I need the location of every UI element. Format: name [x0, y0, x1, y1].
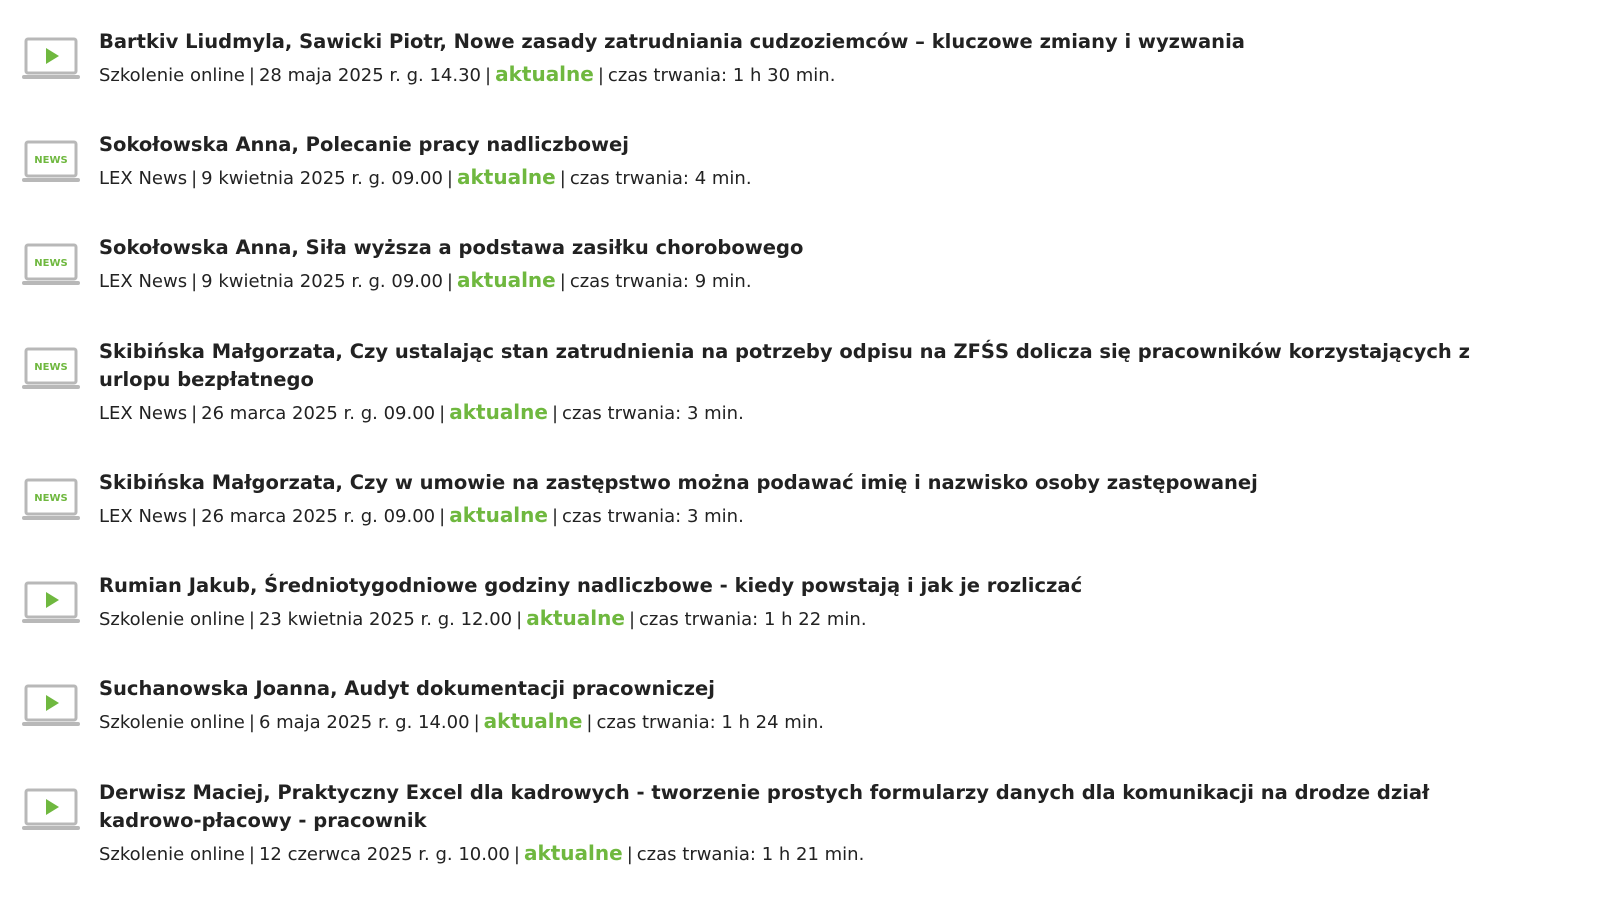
item-type: Szkolenie online — [99, 712, 245, 733]
separator: | — [191, 271, 198, 292]
separator: | — [586, 712, 593, 733]
news-icon[interactable] — [22, 346, 82, 394]
separator: | — [628, 609, 636, 630]
item-duration: czas trwania: 3 min. — [562, 506, 744, 527]
status-badge: aktualne — [523, 841, 623, 865]
item-meta — [99, 840, 1519, 868]
item-title-link[interactable]: Suchanowska Joanna, Audyt dokumentacji pracowniczej — [99, 677, 715, 700]
separator: | — [191, 506, 198, 527]
separator: | — [485, 65, 492, 86]
item-title-link[interactable]: Skibińska Małgorzata, Czy ustalając stan zatrudnienia na potrzeby odpisu na ZFŚS dolicza się pracowników korzystających z urlopu bezpłatnego — [99, 340, 1470, 391]
separator: | — [516, 609, 523, 630]
separator: | — [513, 844, 520, 865]
item-meta — [99, 164, 1519, 192]
separator: | — [439, 403, 446, 424]
separator: | — [191, 168, 198, 189]
item-duration: czas trwania: 4 min. — [569, 168, 752, 189]
item-type: LEX News — [99, 403, 188, 424]
item-type: LEX News — [99, 506, 188, 527]
video-play-icon[interactable] — [22, 787, 82, 835]
status-badge: aktualne — [483, 709, 583, 733]
news-icon-label: NEWS — [34, 155, 68, 166]
news-icon[interactable] — [22, 477, 82, 525]
separator: | — [626, 844, 633, 865]
item-date: 12 czerwca 2025 r. g. 10.00 — [258, 844, 510, 865]
item-text — [99, 572, 1519, 633]
video-play-icon[interactable] — [22, 36, 82, 84]
item-text — [99, 131, 1519, 192]
status-badge: aktualne — [456, 165, 556, 189]
separator: | — [473, 712, 480, 733]
item-duration: czas trwania: 3 min. — [562, 403, 744, 424]
item-title-link[interactable]: Bartkiv Liudmyla, Sawicki Piotr, Nowe zasady zatrudniania cudzoziemców – kluczowe zmiany i wyzwania — [99, 30, 1245, 53]
item-type: Szkolenie online — [99, 844, 245, 865]
news-icon[interactable] — [22, 139, 82, 187]
item-title-link[interactable]: Rumian Jakub, Średniotygodniowe godziny nadliczbowe - kiedy powstają i jak je rozliczać — [99, 574, 1083, 597]
news-icon-label: NEWS — [34, 493, 68, 504]
item-duration: czas trwania: 1 h 21 min. — [636, 844, 865, 865]
item-title-link[interactable]: Derwisz Maciej, Praktyczny Excel dla kadrowych - tworzenie prostych formularzy danych dla komunikacji na drodze dział kadrowo-płacowy - pracownik — [99, 781, 1430, 832]
item-duration: czas trwania: 9 min. — [569, 271, 752, 292]
item-title-link[interactable]: Skibińska Małgorzata, Czy w umowie na zastępstwo można podawać imię i nazwisko osoby zastępowanej — [99, 471, 1258, 494]
separator: | — [446, 271, 453, 292]
item-date: 23 kwietnia 2025 r. g. 12.00 — [258, 609, 513, 630]
item-text — [99, 469, 1519, 530]
item-date: 9 kwietnia 2025 r. g. 09.00 — [201, 271, 443, 292]
status-badge: aktualne — [456, 268, 556, 292]
video-play-icon[interactable] — [22, 683, 82, 731]
item-title-link[interactable]: Sokołowska Anna, Polecanie pracy nadliczbowej — [99, 133, 629, 156]
separator: | — [248, 844, 255, 865]
item-date: 26 marca 2025 r. g. 09.00 — [201, 403, 436, 424]
item-type: LEX News — [99, 168, 188, 189]
item-date: 9 kwietnia 2025 r. g. 09.00 — [201, 168, 443, 189]
separator: | — [248, 65, 255, 86]
item-duration: czas trwania: 1 h 24 min. — [596, 712, 824, 733]
item-type: Szkolenie online — [99, 609, 245, 630]
status-badge: aktualne — [449, 400, 548, 424]
video-play-icon[interactable] — [22, 580, 82, 628]
status-badge: aktualne — [495, 62, 594, 86]
separator: | — [551, 403, 559, 424]
item-date: 26 marca 2025 r. g. 09.00 — [201, 506, 436, 527]
news-icon-label: NEWS — [34, 258, 68, 269]
item-text — [99, 675, 1519, 736]
separator: | — [559, 168, 566, 189]
item-duration: czas trwania: 1 h 22 min. — [639, 609, 867, 630]
item-meta — [99, 399, 1519, 427]
separator: | — [191, 403, 198, 424]
separator: | — [248, 712, 255, 733]
item-text — [99, 338, 1519, 427]
item-type: LEX News — [99, 271, 188, 292]
status-badge: aktualne — [449, 503, 548, 527]
item-type: Szkolenie online — [99, 65, 245, 86]
separator: | — [446, 168, 453, 189]
item-title-link[interactable]: Sokołowska Anna, Siła wyższa a podstawa zasiłku chorobowego — [99, 236, 804, 259]
item-meta — [99, 708, 1519, 736]
item-meta — [99, 502, 1519, 530]
item-date: 6 maja 2025 r. g. 14.00 — [258, 712, 470, 733]
item-meta — [99, 61, 1519, 89]
item-meta — [99, 605, 1519, 633]
separator: | — [597, 65, 604, 86]
item-meta — [99, 267, 1519, 295]
news-icon[interactable] — [22, 242, 82, 290]
separator: | — [559, 271, 566, 292]
item-text — [99, 234, 1519, 295]
separator: | — [439, 506, 446, 527]
news-icon-label: NEWS — [34, 362, 68, 373]
status-badge: aktualne — [526, 606, 625, 630]
item-text — [99, 28, 1519, 89]
item-duration: czas trwania: 1 h 30 min. — [607, 65, 836, 86]
item-text — [99, 779, 1519, 868]
separator: | — [551, 506, 559, 527]
item-date: 28 maja 2025 r. g. 14.30 — [258, 65, 482, 86]
separator: | — [248, 609, 255, 630]
